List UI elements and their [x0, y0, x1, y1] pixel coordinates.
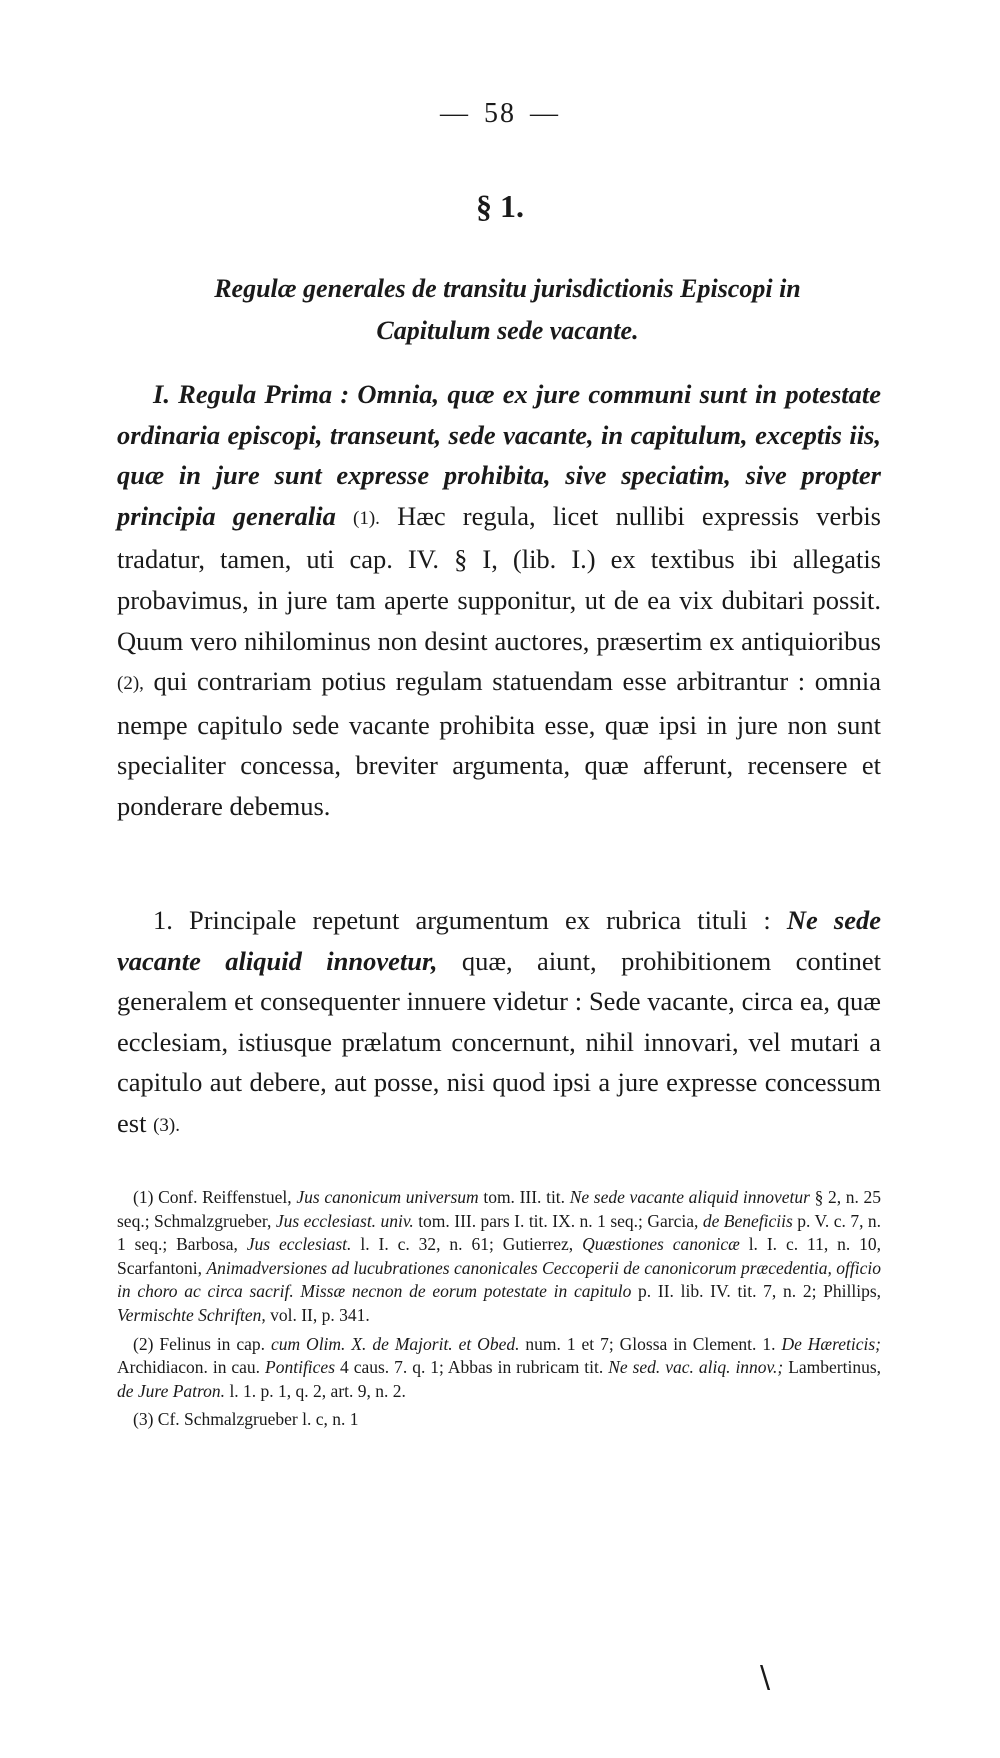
- footnote-text: tom. III. pars I. tit. IX. n. 1 seq.; Garcia,: [418, 1210, 699, 1231]
- footnote-italic: Jus ecclesiast. univ.: [275, 1210, 414, 1231]
- footnotes: [117, 1186, 881, 1437]
- corner-stroke-mark: \: [760, 1660, 771, 1695]
- regula-prima-text: Regula Prima : Omnia, quæ ex jure communi sunt in potestate ordinaria episcopi, transeunt, sede vacante, in capitulum, exceptis iis, quæ in jure sunt expresse prohibita, sive speciatim, sive propter principia generalia: [117, 379, 881, 531]
- footnote-italic: Ne sede vacante aliquid innovetur: [569, 1187, 810, 1207]
- paragraph-text: Hæc regula, licet nullibi expressis verbis tradatur, tamen, uti cap. IV. § I, (lib. I.) ex textibus ibi allegatis probavimus, in jure tam aperte supponitur, ut de ea vix dubitari possit. Quum vero nihilominus non desint auctores, præsertim ex antiquioribus: [117, 500, 881, 656]
- footnote-italic: Jus canonicum universum: [296, 1187, 479, 1207]
- footnote-text: l. I. c. 32, n. 61; Gutierrez,: [360, 1234, 574, 1255]
- footnote-italic: de Jure Patron.: [117, 1380, 226, 1401]
- footnote-ref-2: (2),: [117, 673, 144, 695]
- header-dash-right: —: [530, 98, 560, 129]
- footnote-text: Lambertinus,: [788, 1357, 882, 1378]
- paragraph-number: 1.: [153, 905, 173, 935]
- footnote-text: l. 1. p. 1, q. 2, art. 9, n. 2.: [229, 1380, 406, 1401]
- section-heading: [140, 268, 875, 352]
- section-heading-line2: Capitulum sede vacante.: [376, 316, 639, 345]
- footnote-text: vol. II, p. 341.: [270, 1304, 370, 1325]
- footnote-text: 4 caus. 7. q. 1; Abbas in rubricam tit.: [339, 1357, 604, 1378]
- footnote-text: p. II. lib. IV. tit. 7, n. 2; Phillips,: [638, 1281, 882, 1302]
- footnote-1: [117, 1186, 881, 1328]
- footnote-text: p. V. c. 7, n. 1 seq.; Barbosa,: [117, 1210, 882, 1255]
- footnote-italic: Quæstiones canonicæ: [582, 1234, 740, 1255]
- paragraph-regula-prima: [117, 374, 881, 827]
- paragraph-text: quæ, aiunt, prohibitionem continet generalem et consequenter innuere videtur : Sede vacante, circa ea, quæ ecclesiam, istiusque prælatum concernunt, nihil innovari, vel mutari a capitulo aut debere, aut posse, nisi quod ipsi a jure expresse concessum est: [117, 945, 881, 1138]
- footnote-text: num. 1 et 7; Glossa in Clement. 1.: [525, 1333, 776, 1354]
- footnote-italic: Ne sed. vac. aliq. innov.;: [608, 1357, 784, 1378]
- page-number: 58: [484, 98, 516, 129]
- footnote-text: tom. III. tit.: [483, 1187, 566, 1207]
- footnote-text: Cf. Schmalzgrueber l. c, n. 1: [157, 1409, 359, 1430]
- footnote-ref-3: (3).: [153, 1114, 180, 1136]
- footnote-text: l. I. c. 11, n. 10, Scarfantoni,: [117, 1234, 882, 1278]
- footnote-italic: De Hæreticis;: [781, 1333, 882, 1354]
- footnote-3: [117, 1408, 881, 1432]
- footnote-mark: (1): [133, 1187, 154, 1207]
- section-heading-line1: Regulæ generales de transitu jurisdictionis Episcopi in: [214, 274, 801, 303]
- footnote-text: Archidiacon. in cau.: [117, 1357, 261, 1378]
- rubric-title: Ne sede vacante aliquid innovetur,: [117, 905, 881, 976]
- footnote-italic: cum Olim. X. de Majorit. et Obed.: [270, 1333, 520, 1354]
- paragraph-text: Principale repetunt argumentum ex rubrica tituli :: [188, 905, 771, 935]
- footnote-ref-1: (1).: [353, 507, 380, 529]
- footnote-text: Conf. Reiffenstuel,: [158, 1187, 292, 1207]
- paragraph-number: I.: [153, 379, 170, 409]
- footnote-italic: Pontifices: [265, 1357, 336, 1378]
- paragraph-text: qui contrariam potius regulam statuendam esse arbitrantur : omnia nempe capitulo sede vacante prohibita esse, quæ ipsi in jure non sunt specialiter concessa, breviter argumenta, quæ afferunt, recensere et ponderare debemus.: [117, 666, 881, 821]
- footnote-text: Felinus in cap.: [159, 1333, 266, 1354]
- footnote-italic: Vermischte Schriften,: [117, 1304, 266, 1325]
- footnote-italic: de Beneficiis: [702, 1210, 793, 1231]
- page-header: [0, 98, 1000, 130]
- footnote-text: § 2, n. 25 seq.; Schmalzgrueber,: [117, 1187, 882, 1231]
- footnote-mark: (3): [133, 1409, 154, 1430]
- footnote-italic: Jus ecclesiast.: [246, 1234, 352, 1255]
- footnote-italic: Animadversiones ad lucubrationes canonicales Ceccoperii de canonicorum præcedentia, officio in choro ac circa sacrif. Missæ necnon de eorum potestate in capitulo: [117, 1257, 882, 1302]
- paragraph-argument-1: [117, 900, 881, 1147]
- footnote-mark: (2): [133, 1333, 154, 1354]
- section-mark: § 1.: [476, 188, 524, 224]
- footnote-2: [117, 1333, 881, 1404]
- header-dash-left: —: [440, 98, 470, 129]
